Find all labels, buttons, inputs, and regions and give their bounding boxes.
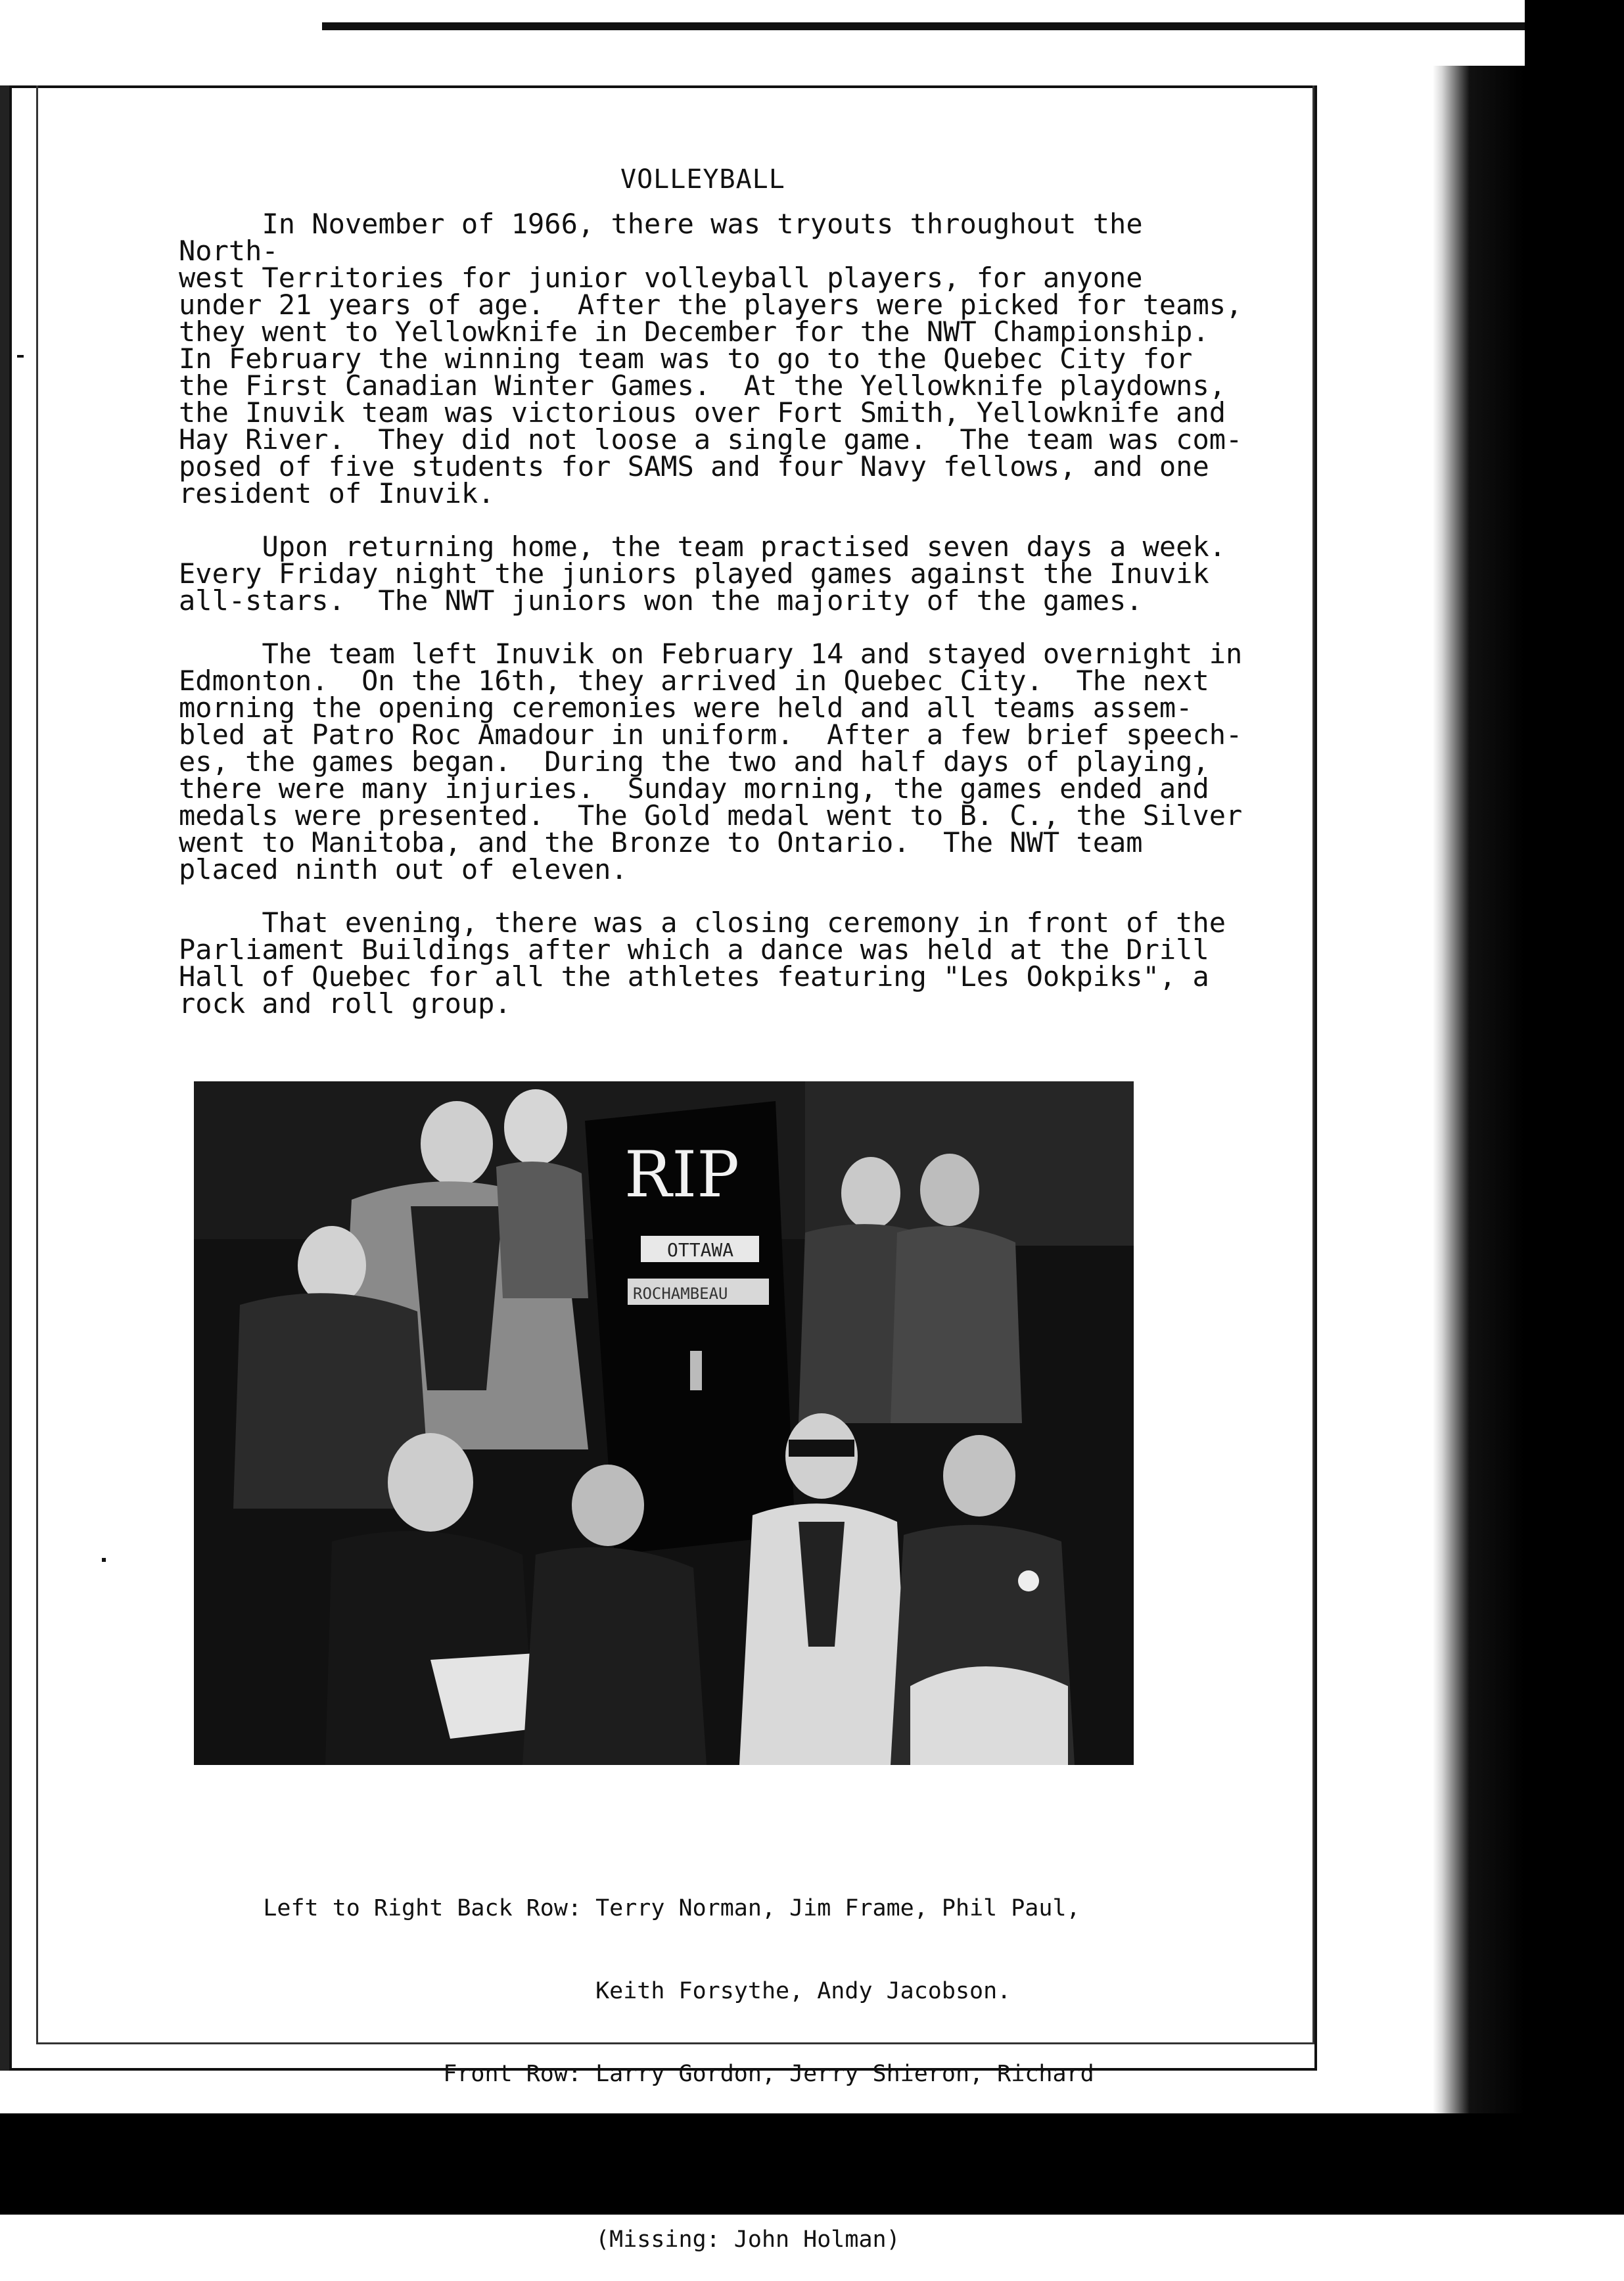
paragraph-tryouts: In November of 1966, there was tryouts throughout the North- west Territories for junior volleyball players, for anyone under 21 years of age. After the players were picked for teams, they went to Yellowknife in December for the NWT Championship. In February the winning team was to go to the Quebec City for the First Canadian Winter Games. At the Yellowknife playdowns, the Inuvik team was victorious over Fort Smith, Yellowknife and Hay River. They did not loose a single game. The team was com- posed of five students for SAMS and four Navy fellows, and one resident of Inuvik. bbox=[179, 208, 1243, 509]
page-title: VOLLEYBALL bbox=[620, 164, 785, 195]
scan-right-shadow bbox=[1433, 66, 1525, 2123]
caption-front-row-names-1: Larry Gordon, Jerry Shieron, Richard bbox=[595, 2061, 1094, 2087]
article-body bbox=[179, 210, 1243, 1043]
photo-plaque-text-2: ROCHAMBEAU bbox=[633, 1284, 728, 1303]
caption-back-row-label: Left to Right Back Row: bbox=[263, 1895, 582, 1921]
paragraph-quebec-trip: The team left Inuvik on February 14 and stayed overnight in Edmonton. On the 16th, they arrived in Quebec City. The next morning the opening ceremonies were held and all teams assem- bled at Patro Roc Amadour in uniform. After a few brief speech- es, the games began. During the two and half days of playing, there were many injuries. Sunday morning, the games ended and medals were presented. The Gold medal went to B. C., the Silver went to Manitoba, and the Bronze to Ontario. The NWT team placed ninth out of eleven. bbox=[179, 638, 1243, 885]
caption-back-row-names-1: Terry Norman, Jim Frame, Phil Paul, bbox=[595, 1895, 1080, 1921]
scan-speck bbox=[17, 355, 24, 358]
photo-sign-text: RIP bbox=[624, 1138, 739, 1211]
scan-right-edge bbox=[1525, 0, 1624, 2215]
team-photo bbox=[194, 1081, 1134, 1765]
caption-back-row-names-2: Keith Forsythe, Andy Jacobson. bbox=[595, 1978, 1011, 2004]
photo-plaque-text-1: OTTAWA bbox=[667, 1239, 734, 1261]
scan-left-edge bbox=[0, 85, 9, 2071]
paragraph-practice: Upon returning home, the team practised seven days a week. Every Friday night the juniors played games against the Inuvik all-stars. The NWT juniors won the majority of the games. bbox=[179, 530, 1226, 617]
caption-missing-note: (Missing: John Holman) bbox=[595, 2226, 900, 2253]
photo-caption bbox=[250, 1839, 1094, 2281]
scan-bottom-band bbox=[0, 2113, 1624, 2215]
scan-top-rule bbox=[322, 22, 1571, 30]
paragraph-closing-ceremony: That evening, there was a closing ceremony in front of the Parliament Buildings after which a dance was held at the Drill Hall of Quebec for all the athletes featuring "Les Ookpiks", a rock and roll group. bbox=[179, 906, 1226, 1020]
scan-speck bbox=[102, 1558, 106, 1562]
caption-front-row-label: Front Row: bbox=[443, 2061, 582, 2087]
team-photo-image bbox=[194, 1081, 1134, 1765]
